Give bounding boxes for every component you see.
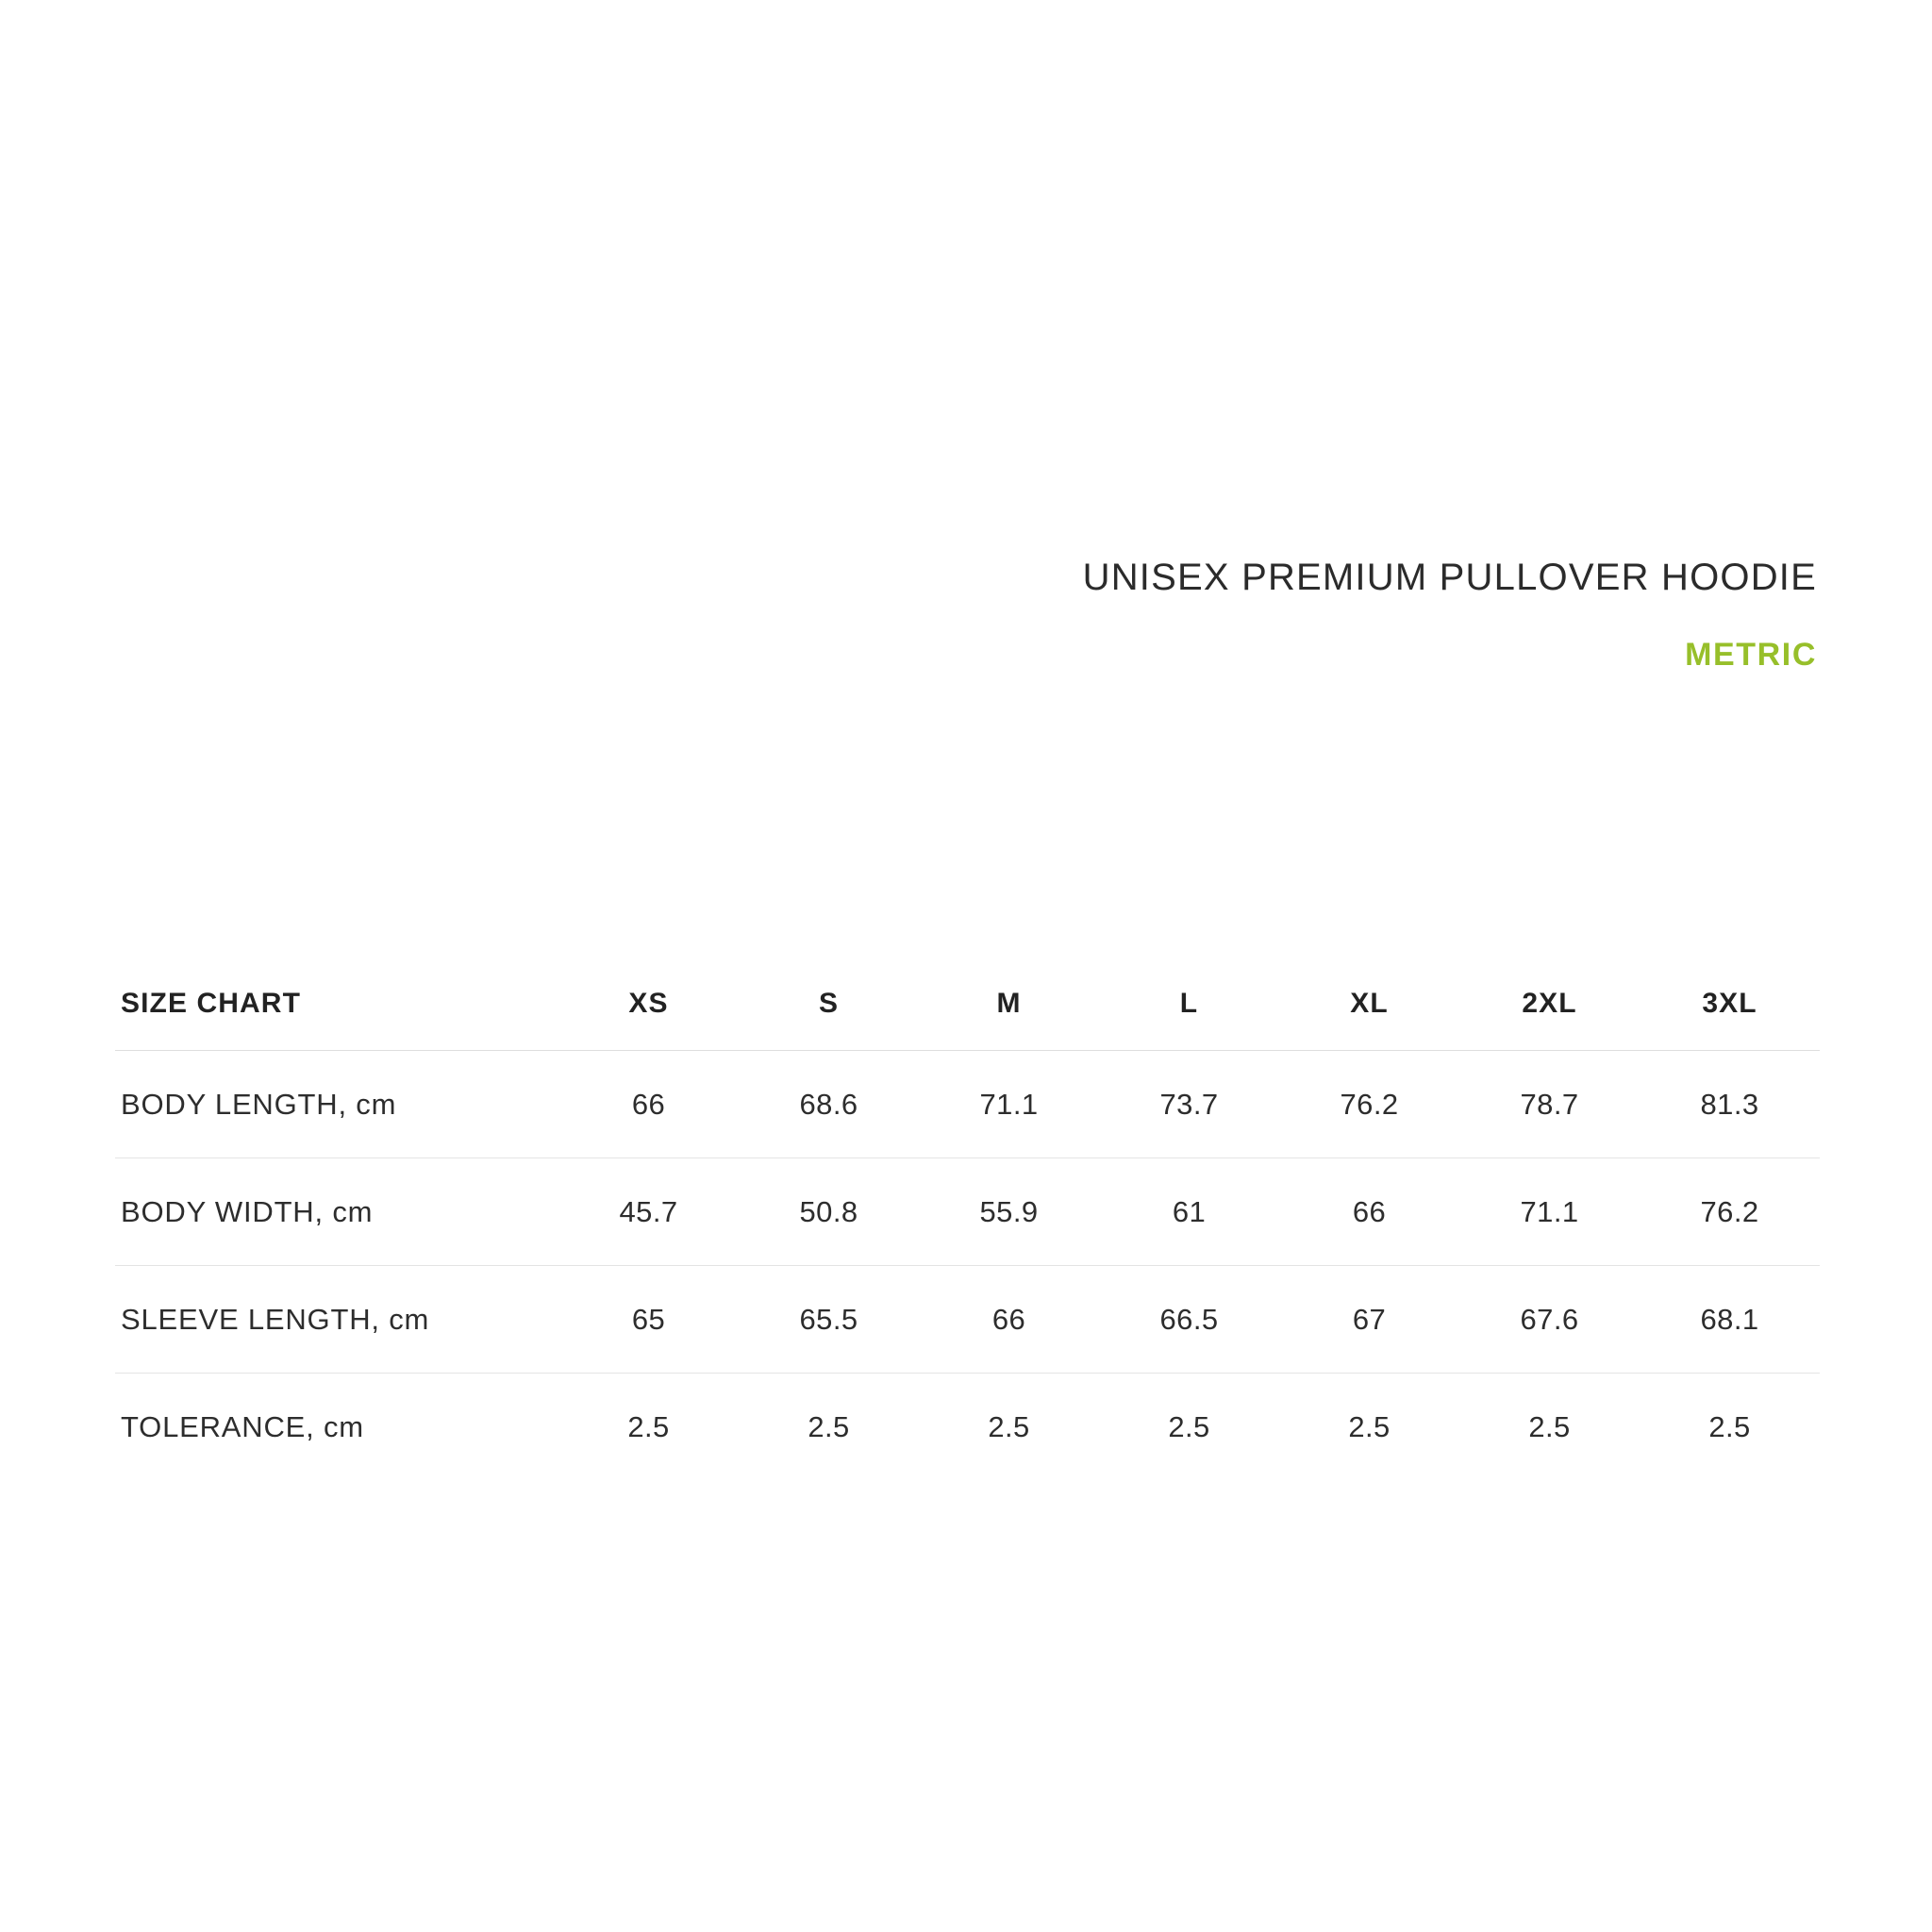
cell-tolerance-2xl: 2.5	[1528, 1409, 1571, 1443]
cell-tolerance-3xl: 2.5	[1708, 1409, 1751, 1443]
cell-tolerance-xl: 2.5	[1348, 1409, 1391, 1443]
cell-tolerance-s: 2.5	[808, 1409, 850, 1443]
cell-body-width-m: 55.9	[919, 1158, 1099, 1266]
column-header-l: L	[1099, 958, 1279, 1051]
cell-body-length-xs: 66	[558, 1051, 739, 1158]
row-label-body-width: BODY WIDTH, cm	[115, 1158, 558, 1266]
column-header-size-chart: SIZE CHART	[115, 958, 558, 1051]
cell-body-length-3xl: 81.3	[1640, 1051, 1820, 1158]
page-title: UNISEX PREMIUM PULLOVER HOODIE	[1082, 557, 1817, 598]
table-row	[115, 1374, 1820, 1481]
cell-body-length-l: 73.7	[1099, 1051, 1279, 1158]
cell-sleeve-length-m: 66	[919, 1266, 1099, 1374]
cell-body-width-xs: 45.7	[558, 1158, 739, 1266]
cell-body-length-m: 71.1	[919, 1051, 1099, 1158]
cell-body-width-3xl: 76.2	[1640, 1158, 1820, 1266]
column-header-xs: XS	[558, 958, 739, 1051]
column-header-xl: XL	[1279, 958, 1459, 1051]
cell-body-width-xl: 66	[1279, 1158, 1459, 1266]
cell-sleeve-length-3xl: 68.1	[1640, 1266, 1820, 1374]
cell-body-length-2xl: 78.7	[1459, 1051, 1640, 1158]
table-header-row	[115, 958, 1820, 1051]
size-chart-table	[115, 958, 1820, 1480]
cell-sleeve-length-l: 66.5	[1099, 1266, 1279, 1374]
cell-body-width-l: 61	[1099, 1158, 1279, 1266]
cell-sleeve-length-2xl: 67.6	[1459, 1266, 1640, 1374]
cell-tolerance-xs: 2.5	[627, 1409, 670, 1443]
cell-sleeve-length-xs: 65	[558, 1266, 739, 1374]
column-header-2xl: 2XL	[1459, 958, 1640, 1051]
cell-tolerance-m: 2.5	[988, 1409, 1030, 1443]
table-row	[115, 1158, 1820, 1266]
cell-body-length-s: 68.6	[739, 1051, 919, 1158]
row-label-body-length: BODY LENGTH, cm	[115, 1051, 558, 1158]
table-row	[115, 1266, 1820, 1374]
column-header-3xl: 3XL	[1640, 958, 1820, 1051]
document-header	[685, 557, 1817, 673]
cell-tolerance-l: 2.5	[1168, 1409, 1210, 1443]
cell-body-width-s: 50.8	[739, 1158, 919, 1266]
row-label-sleeve-length: SLEEVE LENGTH, cm	[115, 1266, 558, 1374]
row-label-tolerance: TOLERANCE, cm	[121, 1409, 364, 1443]
table-row	[115, 1051, 1820, 1158]
cell-body-length-xl: 76.2	[1279, 1051, 1459, 1158]
column-header-m: M	[919, 958, 1099, 1051]
table-body	[115, 1051, 1820, 1481]
cell-sleeve-length-s: 65.5	[739, 1266, 919, 1374]
size-chart-table-container	[115, 958, 1818, 1480]
unit-system-label: METRIC	[1685, 637, 1817, 673]
cell-body-width-2xl: 71.1	[1459, 1158, 1640, 1266]
table-header	[115, 958, 1820, 1051]
cell-sleeve-length-xl: 67	[1279, 1266, 1459, 1374]
column-header-s: S	[739, 958, 919, 1051]
